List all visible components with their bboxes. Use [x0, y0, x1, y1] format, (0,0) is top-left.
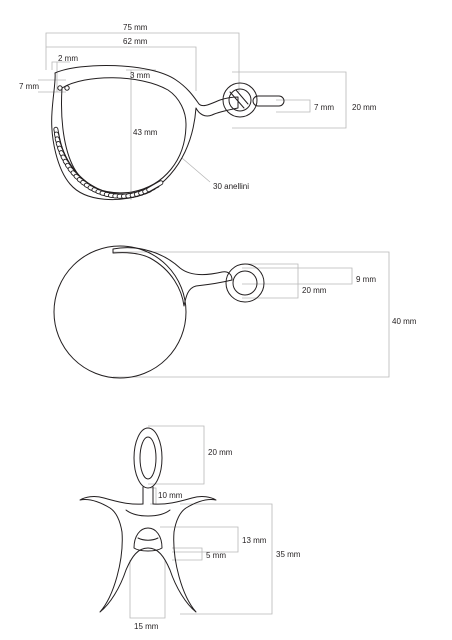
label-collar-height: 13 mm	[242, 536, 267, 545]
label-loop-height: 20 mm	[208, 448, 233, 457]
label-lens-height: 43 mm	[133, 128, 158, 137]
pendant-view	[80, 426, 301, 631]
label-holes-height: 7 mm	[19, 82, 39, 91]
back-lens-disc	[54, 246, 186, 378]
label-back-ring-height: 9 mm	[356, 275, 376, 284]
hole-right-icon	[65, 86, 69, 90]
label-overall-height: 35 mm	[276, 550, 301, 559]
pendant-body-outline	[80, 497, 216, 612]
pendant-collar-top	[126, 510, 170, 516]
front-hinge-ring-inner	[229, 89, 251, 111]
pendant-neck	[143, 487, 153, 504]
label-collar-inner: 5 mm	[206, 551, 226, 560]
label-back-ring-diameter: 20 mm	[302, 286, 327, 295]
pendant-view-dimension-lines	[130, 426, 272, 618]
back-ring-inner	[233, 271, 257, 295]
label-ring-height: 20 mm	[352, 103, 377, 112]
front-view	[19, 23, 377, 200]
label-back-overall-height: 40 mm	[392, 317, 417, 326]
front-lens-inner-edge	[62, 78, 187, 193]
back-lens-rim-arm	[113, 248, 232, 306]
label-base-width: 15 mm	[134, 622, 159, 631]
coil-rings	[54, 127, 164, 199]
pendant-collar-band	[138, 538, 158, 540]
label-width-overall: 75 mm	[123, 23, 148, 32]
coil-ring	[146, 180, 164, 192]
front-hinge-link	[230, 90, 248, 108]
pendant-loop-inner	[140, 437, 156, 479]
label-width-inner: 62 mm	[123, 37, 148, 46]
front-hinge-ring-outer	[223, 83, 257, 117]
label-wire-thickness: 3 mm	[130, 71, 150, 80]
label-gap-top: 2 mm	[58, 54, 78, 63]
front-view-dimension-lines	[38, 33, 346, 200]
back-ring-outer	[226, 264, 264, 302]
back-view-dimension-lines	[113, 252, 389, 377]
front-hinge-bar	[253, 96, 284, 106]
label-coil-rings: 30 anellini	[213, 182, 250, 191]
label-neck-width: 10 mm	[158, 491, 183, 500]
back-view	[54, 246, 417, 378]
label-bar-width: 7 mm	[314, 103, 334, 112]
